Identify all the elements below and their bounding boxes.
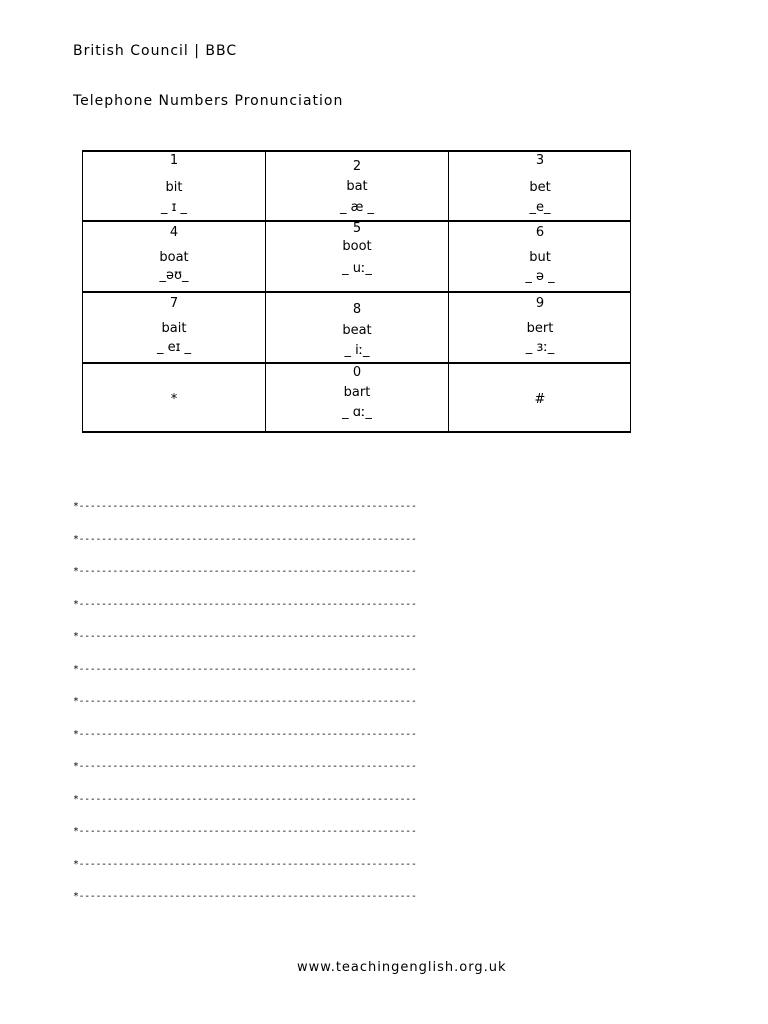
cell-word: but [529, 250, 551, 265]
keypad-cell [449, 221, 631, 291]
cell-phoneme: _ ɪ _ [160, 200, 188, 215]
cell-number: 5 [352, 221, 362, 236]
keypad-cell [449, 150, 631, 220]
cell-symbol: # [534, 392, 546, 407]
answer-line: *------------------------------------------------------------ [73, 891, 417, 902]
cell-word: bert [526, 321, 554, 336]
answer-line: *------------------------------------------------------------ [73, 631, 417, 642]
cell-phoneme: _e_ [529, 200, 551, 215]
cell-number: 1 [169, 153, 179, 168]
answer-line: *------------------------------------------------------------ [73, 794, 417, 805]
keypad-cell [83, 292, 265, 362]
keypad-cell [449, 292, 631, 362]
answer-line: *------------------------------------------------------------ [73, 859, 417, 870]
cell-number: 6 [535, 225, 545, 240]
keypad-cell [266, 363, 448, 431]
cell-word: beat [342, 323, 372, 338]
answer-line: *------------------------------------------------------------ [73, 566, 417, 577]
keypad-cell [266, 292, 448, 362]
cell-phoneme: _ ə _ [525, 269, 555, 284]
cell-word: boat [159, 250, 189, 265]
cell-phoneme: _ eɪ _ [156, 340, 192, 355]
cell-number: 2 [352, 159, 362, 174]
footer-website-url[interactable]: www.teachingenglish.org.uk [297, 960, 507, 975]
organization-header: British Council | BBC [73, 43, 238, 59]
cell-number: 7 [169, 296, 179, 311]
cell-number: 8 [352, 302, 362, 317]
answer-line: *------------------------------------------------------------ [73, 501, 417, 512]
keypad-cell [83, 221, 265, 291]
answer-line: *------------------------------------------------------------ [73, 599, 417, 610]
answer-line: *------------------------------------------------------------ [73, 729, 417, 740]
cell-phoneme: _ uː_ [342, 261, 372, 276]
phone-keypad-table [82, 150, 631, 433]
answer-line: *------------------------------------------------------------ [73, 534, 417, 545]
answer-line: *------------------------------------------------------------ [73, 664, 417, 675]
cell-phoneme: _ æ _ [339, 200, 375, 215]
cell-word: bart [343, 385, 371, 400]
cell-number: 9 [535, 296, 545, 311]
keypad-cell [266, 221, 448, 291]
document-title: Telephone Numbers Pronunciation [73, 93, 344, 109]
cell-word: bit [165, 180, 183, 195]
keypad-cell [266, 150, 448, 220]
answer-line: *------------------------------------------------------------ [73, 826, 417, 837]
cell-number: 3 [535, 153, 545, 168]
keypad-cell [83, 150, 265, 220]
cell-phoneme: _əʊ_ [159, 268, 189, 283]
cell-word: boot [342, 239, 372, 254]
table-rule [83, 431, 630, 433]
cell-phoneme: _ iː_ [344, 343, 370, 358]
cell-word: bet [529, 180, 551, 195]
cell-word: bat [346, 179, 368, 194]
answer-line: *------------------------------------------------------------ [73, 761, 417, 772]
keypad-cell [449, 363, 631, 431]
cell-phoneme: _ ɑː_ [342, 405, 372, 420]
cell-number: 4 [169, 225, 179, 240]
answer-line: *------------------------------------------------------------ [73, 696, 417, 707]
cell-number: 0 [352, 365, 362, 380]
cell-word: bait [161, 321, 187, 336]
cell-symbol: * [170, 392, 178, 407]
cell-phoneme: _ ɜː_ [525, 340, 555, 355]
keypad-cell [83, 363, 265, 431]
